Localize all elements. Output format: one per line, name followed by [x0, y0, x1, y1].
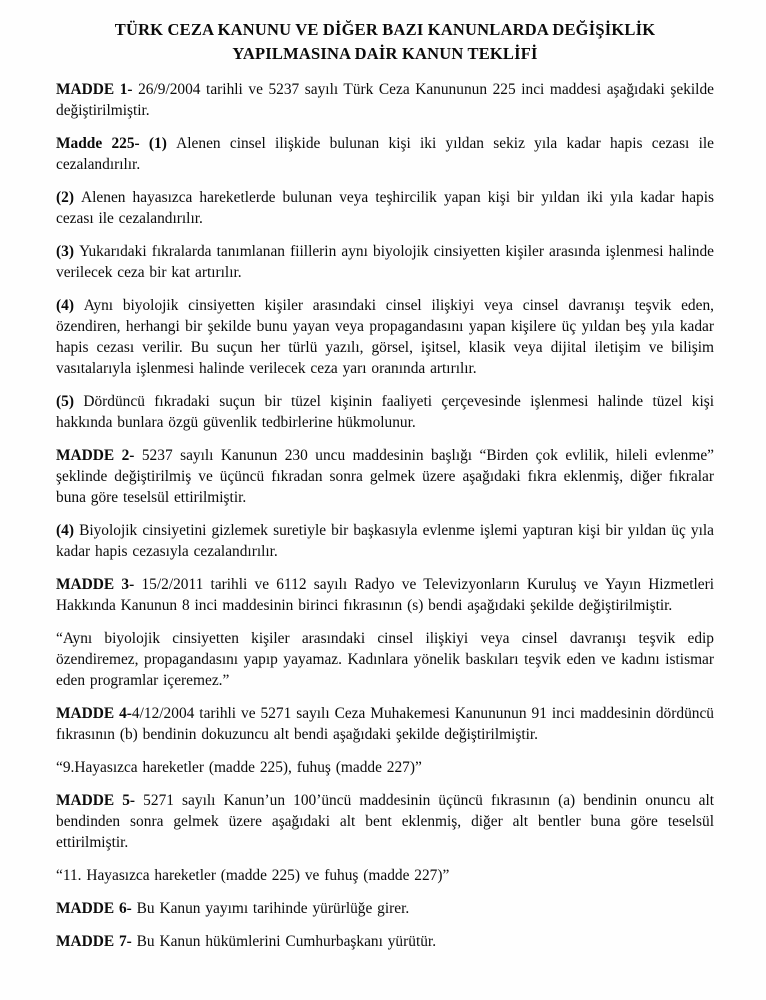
paragraph-text: Alenen hayasızca hareketlerde bulunan veya teşhircilik yapan kişi bir yıldan iki yıla kadar hapis cezası ile cezalandırılır. — [56, 189, 715, 227]
document-paragraph — [56, 187, 714, 229]
paragraph-text: Dördüncü fıkradaki suçun bir tüzel kişinin faaliyeti çerçevesinde işlenmesi halinde tüzel kişi hakkında bunlara özgü güvenlik tedbirlerine hükmolunur. — [56, 393, 715, 431]
paragraph-lead: MADDE 4- — [56, 705, 132, 722]
paragraph-text: 26/9/2004 tarihli ve 5237 sayılı Türk Ceza Kanununun 225 inci maddesi aşağıdaki şekilde değiştirilmiştir. — [56, 81, 714, 119]
paragraph-lead: (3) — [56, 243, 80, 260]
paragraph-text: 15/2/2011 tarihli ve 6112 sayılı Radyo ve Televizyonların Kuruluş ve Yayın Hizmetleri Hakkında Kanunun 8 inci maddesinin birinci fıkrasının (s) bendi aşağıdaki şekilde değiştirilmiştir. — [56, 576, 714, 614]
paragraph-lead: MADDE 5- — [56, 792, 144, 809]
document-paragraph — [56, 757, 714, 778]
paragraph-lead: (5) — [56, 393, 84, 410]
document-paragraph — [56, 628, 714, 691]
paragraph-lead: MADDE 2- — [56, 447, 142, 464]
document-paragraph — [56, 133, 714, 175]
paragraph-lead: MADDE 3- — [56, 576, 142, 593]
document-paragraph — [56, 445, 714, 508]
paragraph-text: 5271 sayılı Kanun’un 100’üncü maddesinin üçüncü fıkrasının (a) bendinin onuncu alt bendinden sonra gelmek üzere aşağıdaki alt bent eklenmiş, diğer alt bentler buna göre teselsül ettirilmiştir. — [56, 792, 715, 851]
document-paragraph — [56, 703, 714, 745]
paragraph-text: “Aynı biyolojik cinsiyetten kişiler arasındaki cinsel ilişkiyi veya cinsel davranışı teşvik edip özendiremez, propagandasını yapıp yayamaz. Kadınlara yönelik baskıları teşvik eden ve kadını istismar eden programlar içeremez.” — [56, 630, 714, 689]
paragraph-text: Biyolojik cinsiyetini gizlemek suretiyle bir başkasıyla evlenme işlemi yaptıran kişi bir yıldan üç yıla kadar hapis cezasıyla cezalandırılır. — [56, 522, 714, 560]
paragraph-lead: MADDE 7- — [56, 933, 137, 950]
paragraph-lead: MADDE 1- — [56, 81, 139, 98]
document-paragraph — [56, 241, 714, 283]
document-paragraph — [56, 865, 714, 886]
document-paragraph — [56, 391, 714, 433]
document-paragraph — [56, 574, 714, 616]
paragraph-lead: (4) — [56, 522, 80, 539]
paragraph-text: Aynı biyolojik cinsiyetten kişiler arasındaki cinsel ilişkiyi veya cinsel davranışı teşvik eden, özendiren, herhangi bir şekilde bunu yayan veya propagandasını yapan kişilere üç yıldan beş yıla kadar hapis cezası verilir. Bu suçun her türlü yazılı, görsel, işitsel, klasik veya dijital iletişim ve bilişim vasıtalarıyla işlenmesi halinde verilecek ceza yarı oranında artırılır. — [56, 297, 714, 377]
document-paragraph — [56, 295, 714, 379]
paragraph-lead: (2) — [56, 189, 82, 206]
paragraph-text: Yukarıdaki fıkralarda tanımlanan fiillerin aynı biyolojik cinsiyetten kişiler arasında işlenmesi halinde verilecek ceza bir kat artırılır. — [56, 243, 714, 281]
paragraph-text: Alenen cinsel ilişkide bulunan kişi iki yıldan sekiz yıla kadar hapis cezası ile cezalandırılır. — [56, 135, 714, 173]
paragraph-text: Bu Kanun hükümlerini Cumhurbaşkanı yürütür. — [136, 933, 437, 950]
paragraph-text: 4/12/2004 tarihli ve 5271 sayılı Ceza Muhakemesi Kanununun 91 inci maddesinin dördüncü fıkrasının (b) bendinin dokuzuncu alt bendi aşağıdaki şekilde değiştirilmiştir. — [56, 705, 714, 743]
paragraph-lead: (4) — [56, 297, 84, 314]
paragraph-lead: MADDE 6- — [56, 900, 137, 917]
document-paragraph — [56, 79, 714, 121]
document-paragraph — [56, 931, 714, 952]
document-paragraph — [56, 898, 714, 919]
document-title — [56, 18, 714, 66]
paragraph-text: Bu Kanun yayımı tarihinde yürürlüğe girer. — [136, 900, 410, 917]
paragraph-text: “11. Hayasızca hareketler (madde 225) ve fuhuş (madde 227)” — [56, 867, 450, 884]
document-title-line2: YAPILMASINA DAİR KANUN TEKLİFİ — [232, 44, 538, 63]
document-paragraph — [56, 520, 714, 562]
document-body — [56, 79, 714, 952]
document-title-line1: TÜRK CEZA KANUNU VE DİĞER BAZI KANUNLARDA DEĞİŞİKLİK — [114, 20, 656, 39]
document-paragraph — [56, 790, 714, 853]
paragraph-text: “9.Hayasızca hareketler (madde 225), fuhuş (madde 227)” — [56, 759, 422, 776]
paragraph-text: 5237 sayılı Kanunun 230 uncu maddesinin başlığı “Birden çok evlilik, hileli evlenme” şeklinde değiştirilmiş ve üçüncü fıkradan sonra gelmek üzere aşağıdaki fıkra eklenmiş, diğer fıkralar buna göre teselsül ettirilmiştir. — [56, 447, 715, 506]
paragraph-lead: Madde 225- (1) — [56, 135, 177, 152]
